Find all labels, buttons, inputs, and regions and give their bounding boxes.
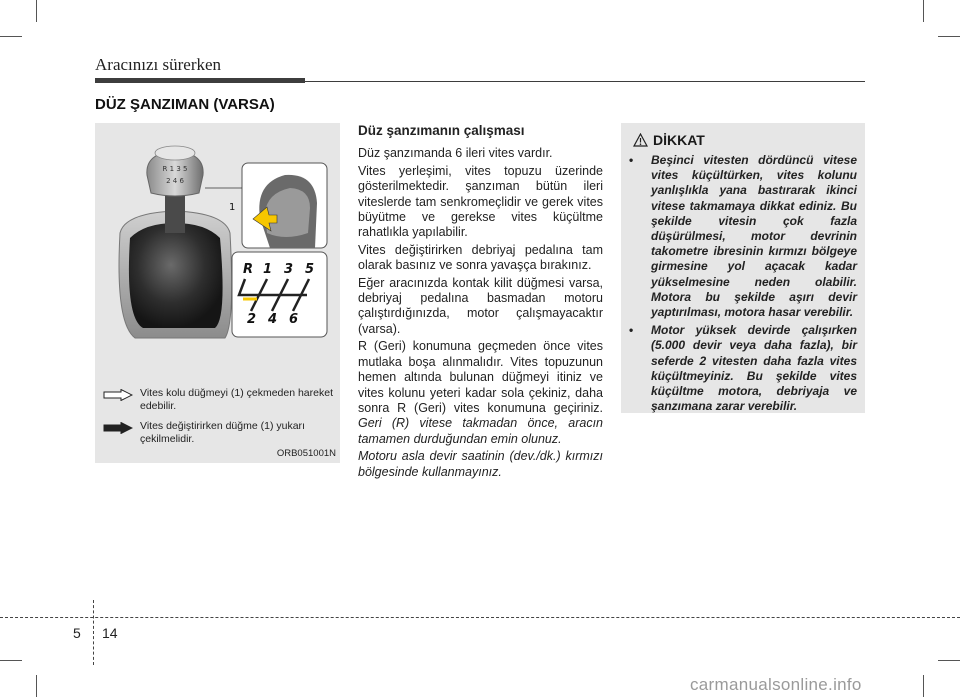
- footer-divider: [93, 600, 94, 665]
- crop-mark: [923, 0, 924, 22]
- shift-label-2: 2: [247, 312, 257, 327]
- header-rule-dark: [95, 78, 305, 83]
- crop-mark: [36, 675, 37, 697]
- warning-triangle-icon: [633, 133, 648, 147]
- section-title: Aracınızı sürerken: [95, 55, 222, 74]
- paragraph: Eğer aracınızda kontak kilit düğmesi varsa, debriyaj pedalına basmadan motoru çalıştırdığınızda, motor çalışmayacaktır (varsa).: [358, 275, 603, 336]
- paragraph: Düz şanzımanda 6 ileri vites vardır.: [358, 146, 553, 161]
- figure-code: ORB051001N: [276, 448, 336, 459]
- footer-rule: [0, 617, 960, 618]
- chapter-number: 5: [73, 625, 81, 641]
- shift-label-6: 6: [289, 312, 299, 327]
- crop-mark: [938, 660, 960, 661]
- paragraph: Vites değiştirirken debriyaj pedalına tam olarak basınız ve sonra yavaşça bırakınız.: [358, 242, 603, 273]
- shift-label-r: R: [243, 262, 254, 277]
- solid-arrow-icon: [103, 422, 133, 434]
- paragraph-reverse: [358, 339, 603, 447]
- caution-list: [629, 153, 857, 417]
- crop-mark: [36, 0, 37, 22]
- gearshift-figure: [95, 123, 340, 463]
- caution-title: DİKKAT: [653, 132, 705, 148]
- reverse-text: R (Geri) konumuna geçmeden önce vites mutlaka boşa alınmalıdır. Vites topuzunun hemen altında bulunan düğmeyi itiniz ve vites kolunu yeteri kadar sola çekiniz, daha sonra R (Geri) vites konumuna geçiriniz.: [358, 339, 603, 415]
- reverse-italic: Geri (R) vitese takmadan önce, aracın tamamen durduğundan emin olunuz.: [358, 416, 603, 446]
- header-rule: [305, 81, 865, 82]
- outline-arrow-icon: [103, 389, 133, 401]
- subheading: Düz şanzımanın çalışması: [358, 123, 525, 138]
- svg-text:2 4 6: 2 4 6: [166, 177, 184, 185]
- svg-text:R 1 3 5: R 1 3 5: [162, 165, 188, 173]
- legend-text: Vites kolu düğmeyi (1) çekmeden hareket edebilir.: [140, 387, 333, 412]
- shift-label-3: 3: [284, 262, 294, 277]
- crop-mark: [923, 675, 924, 697]
- crop-mark: [938, 36, 960, 37]
- caution-item: • Motor yüksek devirde çalışırken (5.000 devir veya daha fazla), bir seferde 2 vitesten daha fazla vites küçültmeyiniz. Bu şekilde vites küçültme motora, debriyaja ve şanzımana zarar verebilir.: [629, 323, 857, 414]
- crop-mark: [0, 660, 22, 661]
- caution-item: • Beşinci vitesten dördüncü vitese vites küçültürken, vites kolunu yanlışlıkla yana bastırarak ikinci vitese takmamaya dikkat ediniz. Bu şekilde vitesin çok fazla düşürülmesi, motor devrinin takometre ibresinin kırmızı bölgeye girmesine yol açacak kadar yükselmesine neden olabilir. Motora bu şekilde aşırı devir yaptırılması, motora hasar verebilir.: [629, 153, 857, 320]
- rpm-warning: Motoru asla devir saatinin (dev./dk.) kırmızı bölgesinde kullanmayınız.: [358, 449, 603, 479]
- page-heading: DÜZ ŞANZIMAN (VARSA): [95, 96, 275, 113]
- body-column: [358, 123, 603, 482]
- shift-label-4: 4: [268, 312, 278, 327]
- shift-label-1: 1: [263, 262, 273, 277]
- watermark-text: carmanualsonline.info: [690, 675, 862, 694]
- callout-number: 1: [229, 202, 236, 213]
- legend-text: Vites değiştirirken düğme (1) yukarı çekilmelidir.: [140, 420, 305, 445]
- shift-label-5: 5: [305, 262, 315, 277]
- crop-mark: [0, 36, 22, 37]
- page-number: 14: [102, 625, 118, 641]
- paragraph: Vites yerleşimi, vites topuzu üzerinde gösterilmektedir. şanzıman bütün ileri viteslerde tam senkromeçlidir ve gerek vites büyütme ve gerekse vites küçültme rahatlıkla yapılabilir.: [358, 163, 603, 240]
- caution-box: [621, 123, 865, 413]
